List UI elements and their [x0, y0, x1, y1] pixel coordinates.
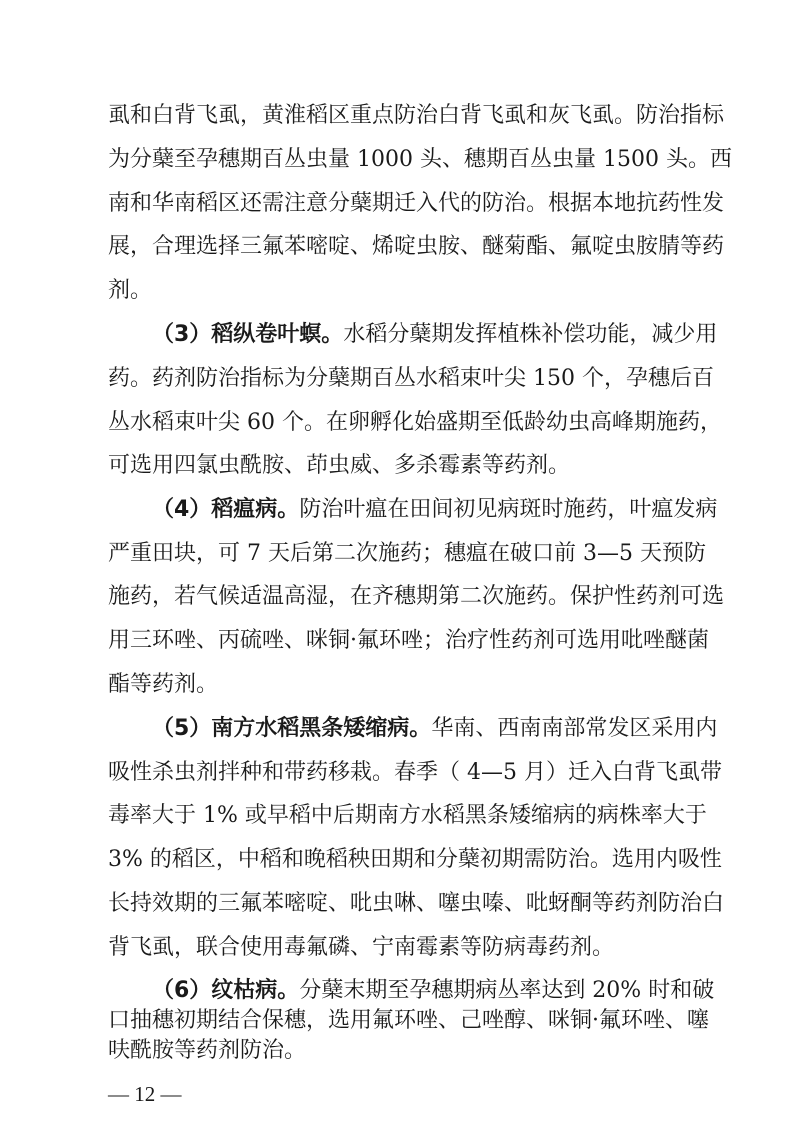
paragraph-line: 呋酰胺等药剂防治。 — [108, 1038, 307, 1063]
paragraph-first-line — [152, 495, 718, 525]
paragraph-line: 毒率大于 1% 或早稻中后期南方水稻黑条矮缩病的病株率大于 — [108, 803, 707, 828]
paragraph-line: 展，合理选择三氟苯嘧啶、烯啶虫胺、醚菊酯、氟啶虫胺腈等药 — [108, 234, 725, 259]
paragraph-line: 药。药剂防治指标为分蘖期百丛水稻束叶尖 150 个，孕穗后百 — [108, 366, 714, 391]
paragraph-line: 可选用四氯虫酰胺、茚虫威、多杀霉素等药剂。 — [108, 453, 571, 478]
paragraph-line: 丛水稻束叶尖 60 个。在卵孵化始盛期至低龄幼虫高峰期施药， — [108, 410, 722, 435]
paragraph-line: 严重田块，可 7 天后第二次施药；穗瘟在破口前 3—5 天预防 — [108, 541, 706, 566]
section-heading: （4）稻瘟病。 — [152, 497, 300, 522]
paragraph-line: 剂。 — [108, 278, 153, 303]
section-heading: （5）南方水稻黑条矮缩病。 — [152, 716, 432, 741]
paragraph-line: 3% 的稻区，中稻和晚稻秧田期和分蘖初期需防治。选用内吸性 — [108, 847, 722, 872]
paragraph-line: 背飞虱，联合使用毒氟磷、宁南霉素等防病毒药剂。 — [108, 935, 615, 960]
paragraph-line: 用三环唑、丙硫唑、咪铜·氟环唑；治疗性药剂可选用吡唑醚菌 — [108, 628, 709, 653]
paragraph-line: 酯等药剂。 — [108, 672, 219, 697]
paragraph-line: 南和华南稻区还需注意分蘖期迁入代的防治。根据本地抗药性发 — [108, 191, 725, 216]
paragraph-line: 施药，若气候适温高湿，在齐穗期第二次施药。保护性药剂可选 — [108, 584, 725, 609]
paragraph-first-line — [152, 320, 718, 350]
paragraph-text: 防治叶瘟在田间初见病斑时施药，叶瘟发病 — [299, 497, 718, 522]
paragraph-text: 华南、西南南部常发区采用内 — [431, 716, 718, 741]
paragraph-line: 长持效期的三氟苯嘧啶、吡虫啉、噻虫嗪、吡蚜酮等药剂防治白 — [108, 891, 725, 916]
paragraph-text: 分蘖末期至孕穗期病丛率达到 20% 时和破 — [299, 978, 715, 1003]
paragraph-line: 口抽穗初期结合保穗，选用氟环唑、己唑醇、咪铜·氟环唑、噻 — [108, 1008, 709, 1033]
section-heading: （6）纹枯病。 — [152, 978, 300, 1003]
paragraph-line: 吸性杀虫剂拌种和带药移栽。春季（ 4—5 月）迁入白背飞虱带 — [108, 760, 722, 785]
paragraph-first-line — [152, 714, 718, 744]
paragraph-line: 为分蘖至孕穗期百丛虫量 1000 头、穗期百丛虫量 1500 头。西 — [108, 147, 732, 172]
section-heading: （3）稻纵卷叶螟。 — [152, 322, 344, 347]
paragraph-line: 虱和白背飞虱，黄淮稻区重点防治白背飞虱和灰飞虱。防治指标 — [108, 103, 725, 128]
paragraph-text: 水稻分蘖期发挥植株补偿功能，减少用 — [343, 322, 718, 347]
paragraph-first-line — [152, 976, 715, 1006]
page-number: — 12 — — [108, 1082, 182, 1106]
